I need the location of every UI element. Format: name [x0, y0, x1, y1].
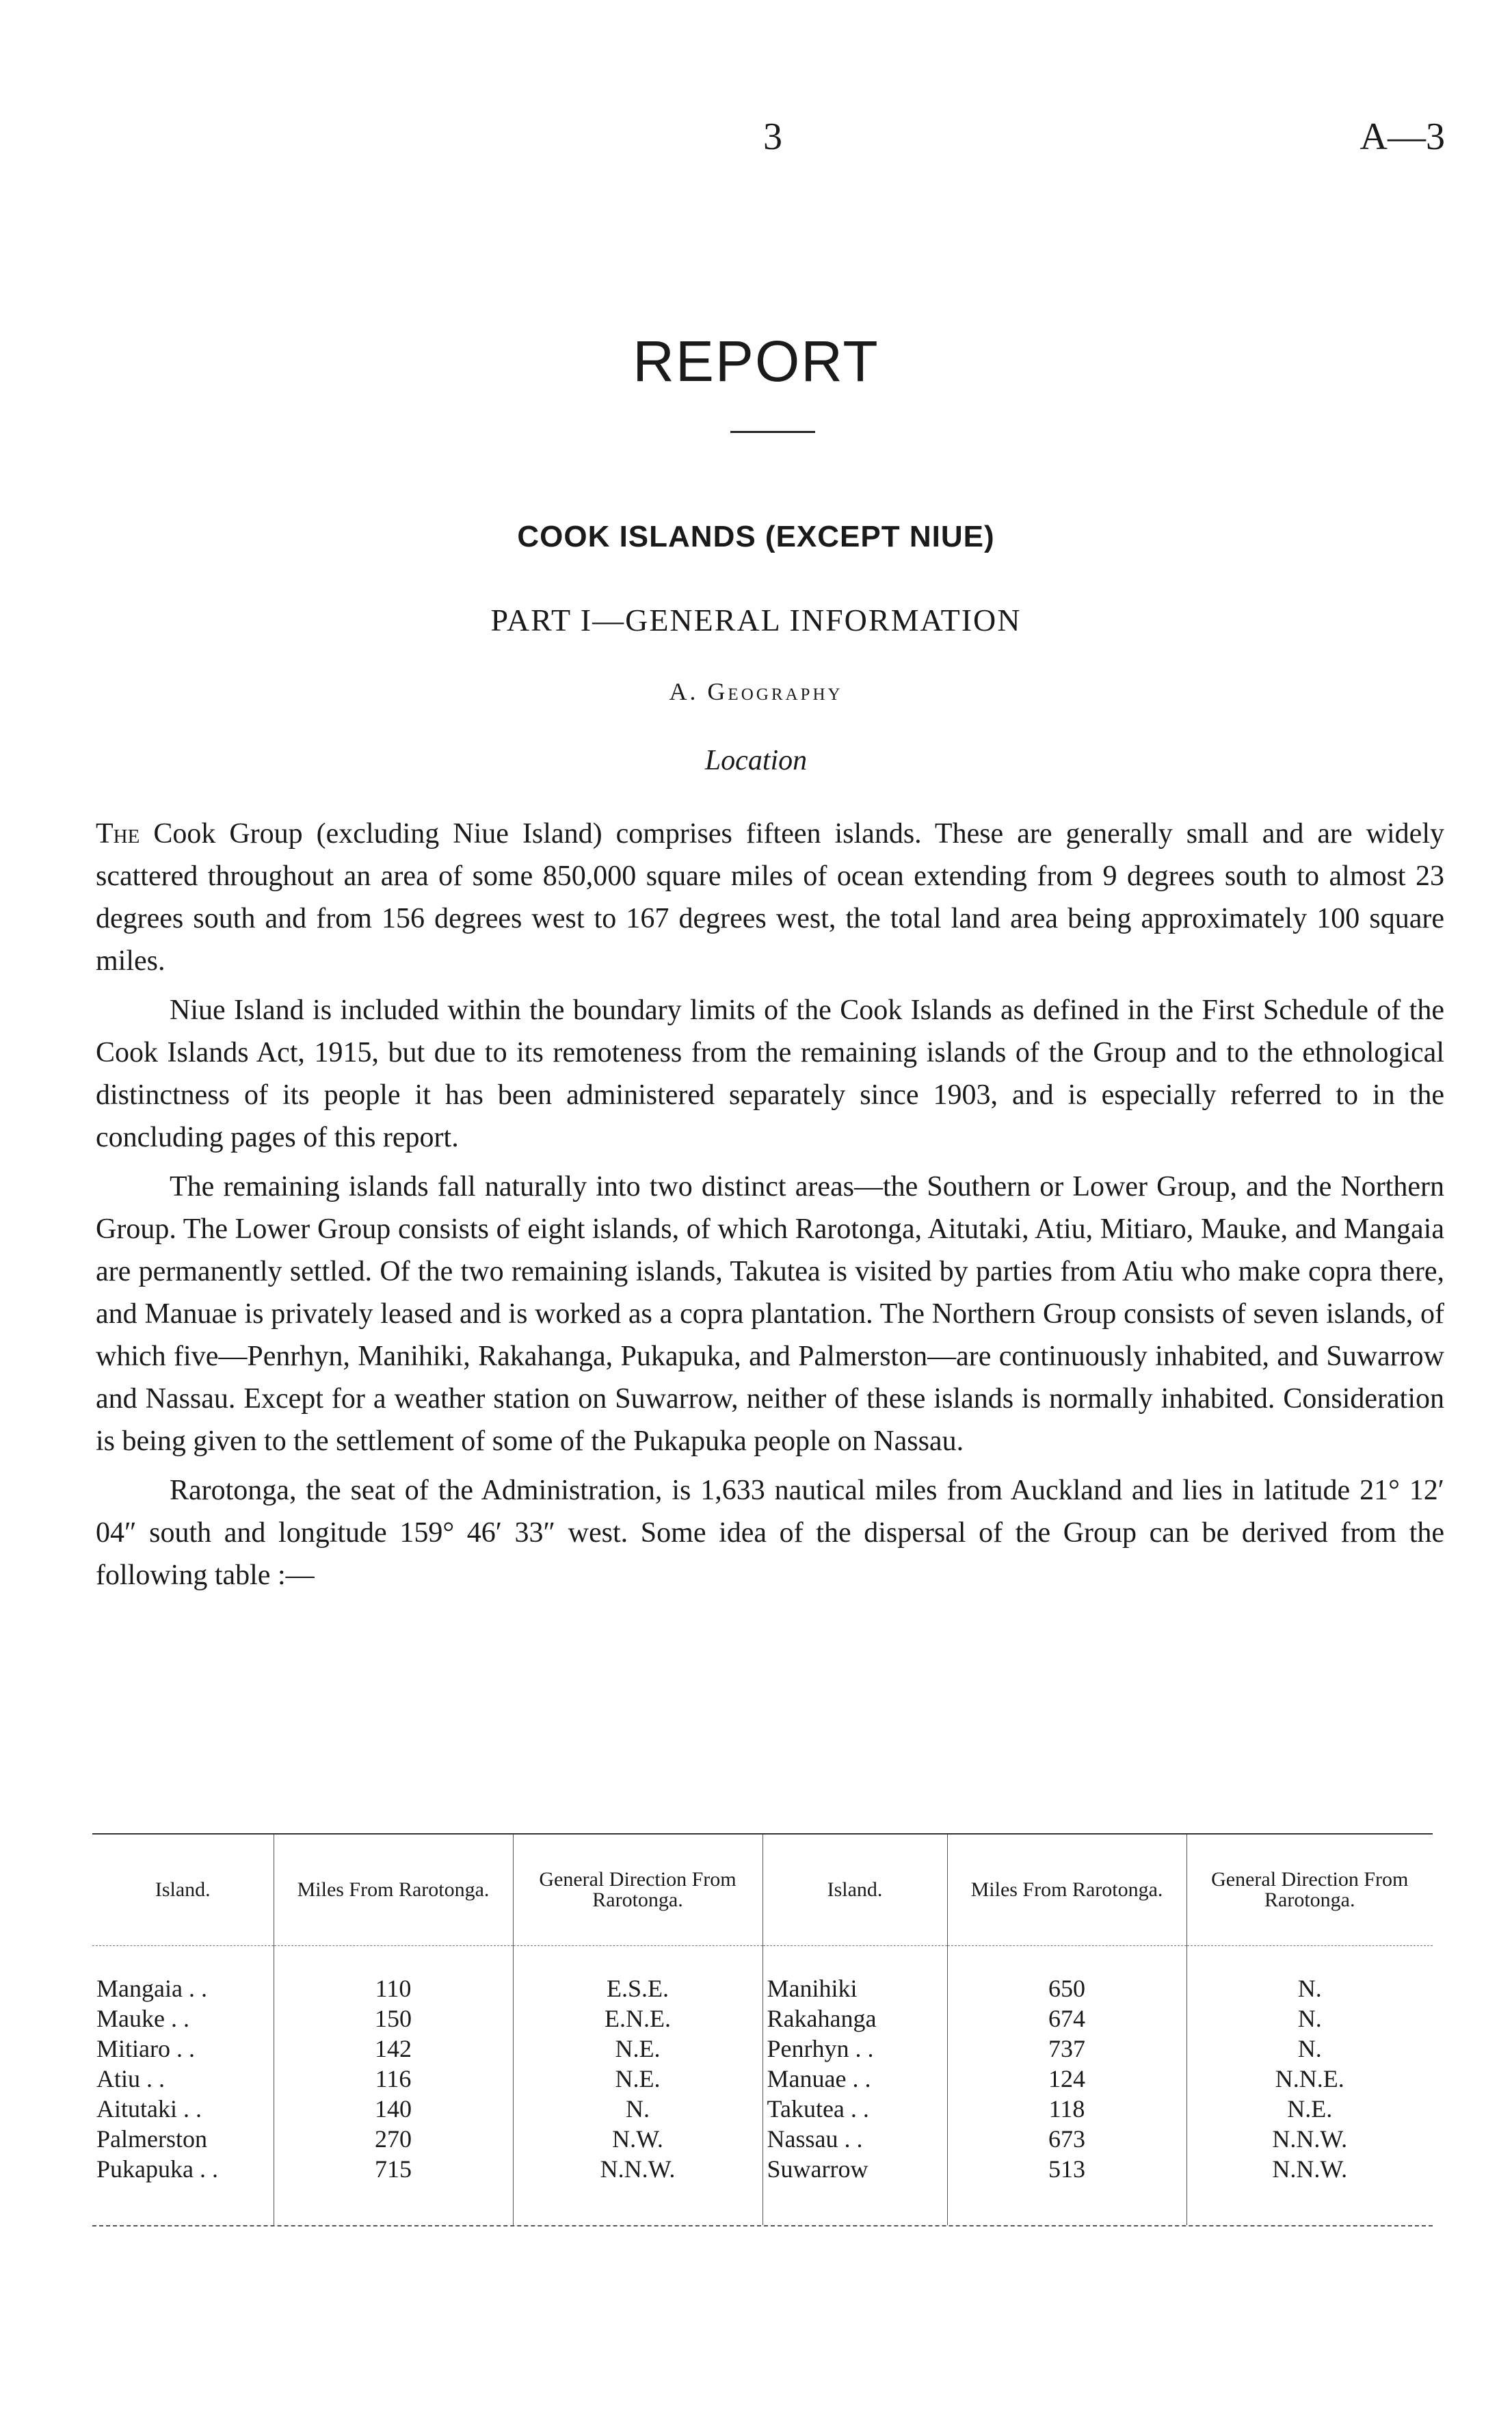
direction-cell: N.	[1297, 1975, 1322, 2002]
island-cell: Aitutaki . .	[92, 2094, 274, 2124]
island-cell: Suwarrow	[762, 2154, 947, 2225]
title-rule	[730, 431, 815, 433]
table-row	[92, 1946, 1433, 2004]
island-cell: Manuae . .	[762, 2064, 947, 2094]
island-cell: Nassau . .	[762, 2124, 947, 2154]
header-island-right: Island.	[762, 1835, 947, 1946]
table-row	[92, 2034, 1433, 2064]
direction-cell: N.N.W.	[513, 2154, 762, 2225]
island-cell: Mauke . .	[92, 2003, 274, 2034]
header-island-left: Island.	[92, 1835, 274, 1946]
island-cell: Palmerston	[92, 2124, 274, 2154]
miles-cell: 650	[947, 1946, 1186, 2004]
paragraph-3: The remaining islands fall naturally into two distinct areas—the Southern or Lower Group, and the Northern Group. The Lower Group consists of eight islands, of which Rarotonga, Aitutaki, Atiu, Mitiaro, Mauke, and Mangaia are permanently settled. Of the two remaining islands, Takutea is visited by parties from Atiu who make copra there, and Manuae is privately leased and is worked as a copra plantation. The Northern Group consists of seven islands, of which five—Penrhyn, Manihiki, Rakahanga, Pukapuka, and Palmerston—are continuously inhabited, and Suwarrow and Nassau. Except for a weather station on Suwarrow, neither of these islands is normally inhabited. Consideration is being given to the settlement of some of the Pukapuka people on Nassau.	[96, 1171, 1444, 1457]
paragraph-1	[96, 813, 1444, 982]
header-direction-left: General Direction From Rarotonga.	[513, 1835, 762, 1946]
miles-cell: 124	[947, 2064, 1186, 2094]
document-reference: A—3	[1360, 116, 1445, 158]
table-row	[92, 2154, 1433, 2225]
subsection-title: A. Geography	[669, 678, 843, 705]
miles-cell: 116	[274, 2064, 513, 2094]
distance-table	[92, 1833, 1433, 2226]
body-text	[96, 813, 1444, 1603]
table-row	[92, 2124, 1433, 2154]
island-cell: Pukapuka . .	[92, 2154, 274, 2225]
miles-cell: 737	[947, 2034, 1186, 2064]
direction-cell: N.E.	[1287, 2095, 1333, 2123]
miles-cell: 715	[274, 2154, 513, 2225]
miles-cell: 270	[274, 2124, 513, 2154]
island-cell: Mitiaro . .	[92, 2034, 274, 2064]
direction-cell: N.N.E.	[1275, 2065, 1344, 2092]
paragraph-lead: The	[96, 818, 140, 850]
island-cell: Atiu . .	[92, 2064, 274, 2094]
direction-cell: N.	[1297, 2035, 1322, 2062]
direction-cell: E.N.E.	[513, 2003, 762, 2034]
direction-cell: N.N.W.	[1272, 2125, 1348, 2153]
direction-cell: N.	[1297, 2005, 1322, 2032]
direction-cell: N.E.	[513, 2034, 762, 2064]
table-row	[92, 2064, 1433, 2094]
header-direction-right: General Direction From Rarotonga.	[1186, 1835, 1433, 1946]
island-cell: Rakahanga	[762, 2003, 947, 2034]
subsubsection-title: Location	[704, 745, 808, 776]
island-cell: Takutea . .	[762, 2094, 947, 2124]
miles-cell: 140	[274, 2094, 513, 2124]
table-bottom-rule	[92, 2225, 1433, 2226]
miles-cell: 110	[274, 1946, 513, 2004]
miles-cell: 513	[947, 2154, 1186, 2225]
section-title: COOK ISLANDS (EXCEPT NIUE)	[517, 520, 995, 553]
paragraph-4: Rarotonga, the seat of the Administration, is 1,633 nautical miles from Auckland and lies in latitude 21° 12′ 04″ south and longitude 159° 46′ 33″ west. Some idea of the dispersal of the Group can be derived from the following table :—	[96, 1475, 1444, 1591]
miles-cell: 142	[274, 2034, 513, 2064]
direction-cell: E.S.E.	[513, 1946, 762, 2004]
table-row	[92, 2003, 1433, 2034]
paragraph-1-text: Cook Group (excluding Niue Island) comprises fifteen islands. These are generally small and are widely scattered throughout an area of some 850,000 square miles of ocean extending from 9 degrees south to almost 23 degrees south and from 156 degrees west to 167 degrees west, the total land area being approximately 100 square miles.	[96, 818, 1444, 977]
miles-cell: 118	[947, 2094, 1186, 2124]
direction-cell: N.N.W.	[1272, 2155, 1348, 2183]
miles-cell: 673	[947, 2124, 1186, 2154]
direction-cell: N.W.	[513, 2124, 762, 2154]
direction-cell: N.	[513, 2094, 762, 2124]
paragraph-2: Niue Island is included within the boundary limits of the Cook Islands as defined in the First Schedule of the Cook Islands Act, 1915, but due to its remoteness from the remaining islands of the Group and to the ethnological distinctness of its people it has been administered separately since 1903, and is especially referred to in the concluding pages of this report.	[96, 995, 1444, 1153]
header-miles-left: Miles From Rarotonga.	[274, 1835, 513, 1946]
miles-cell: 150	[274, 2003, 513, 2034]
report-title: REPORT	[633, 329, 879, 393]
part-title: PART I—GENERAL INFORMATION	[490, 603, 1022, 638]
island-cell: Mangaia . .	[92, 1946, 274, 2004]
header-miles-right: Miles From Rarotonga.	[947, 1835, 1186, 1946]
page-number: 3	[763, 116, 782, 158]
island-cell: Manihiki	[762, 1946, 947, 2004]
island-cell: Penrhyn . .	[762, 2034, 947, 2064]
direction-cell: N.E.	[513, 2064, 762, 2094]
table-row	[92, 2094, 1433, 2124]
table-header-row	[92, 1835, 1433, 1946]
miles-cell: 674	[947, 2003, 1186, 2034]
